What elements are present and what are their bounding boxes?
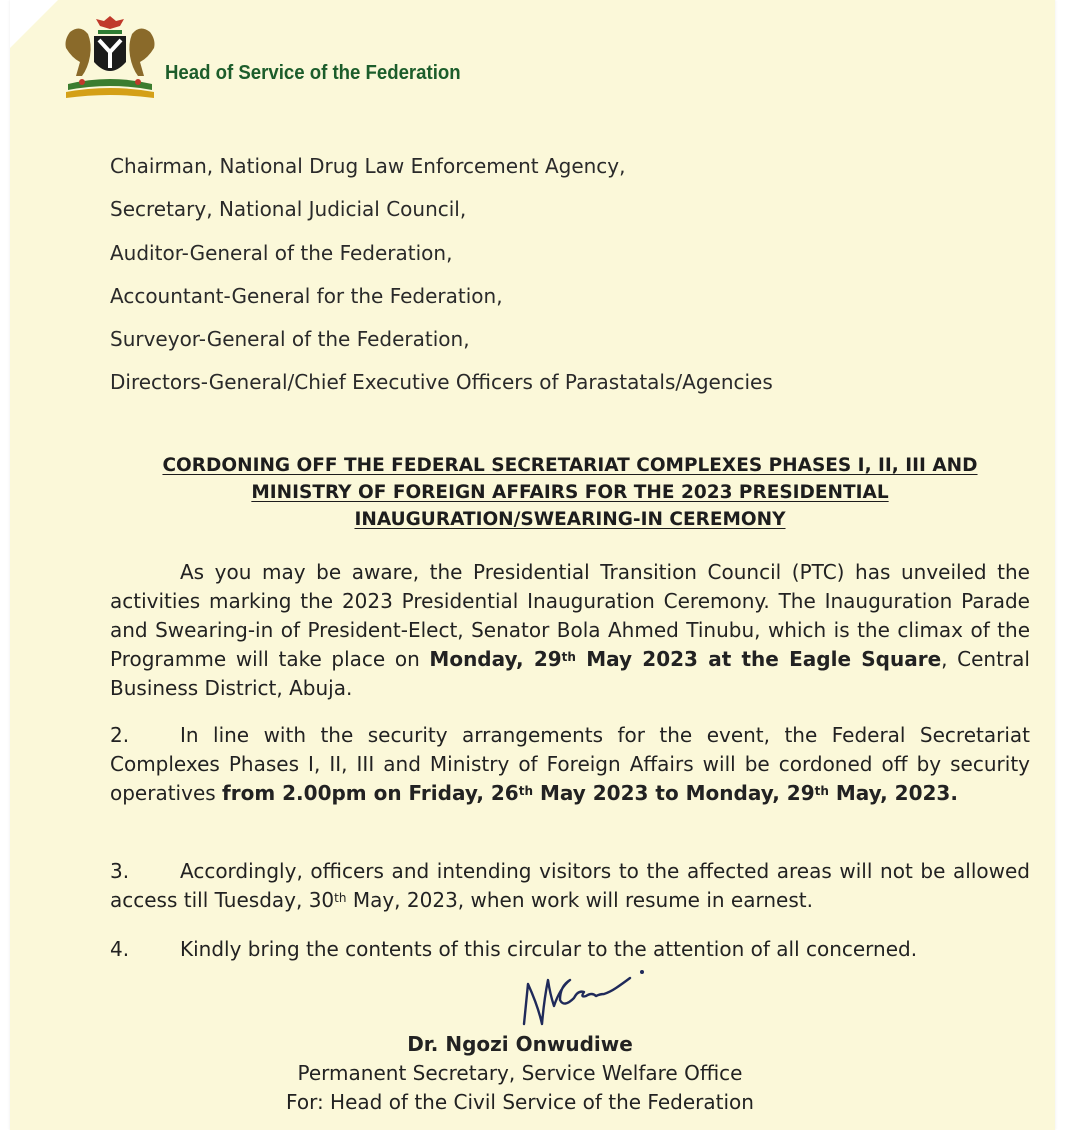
recipient-line: Secretary, National Judicial Council, <box>110 197 467 222</box>
ordinal-suffix: th <box>814 784 829 798</box>
paragraph-4-text: Kindly bring the contents of this circular to the attention of all concerned. <box>180 937 918 961</box>
signatory-title: Permanent Secretary, Service Welfare Office <box>297 1061 743 1085</box>
recipient-line: Directors-General/Chief Executive Officers of Parastatals/Agencies <box>110 370 773 395</box>
recipient-line: Auditor-General of the Federation, <box>110 240 453 265</box>
letter-page <box>10 0 1055 1130</box>
signatory-name: Dr. Ngozi Onwudiwe <box>407 1032 633 1056</box>
paragraph-1 <box>110 558 1030 703</box>
paragraph-2-end: May, 2023. <box>828 781 958 805</box>
recipient-line: Accountant-General for the Federation, <box>110 283 503 308</box>
paragraph-3-text: Accordingly, officers and intending visitors to the affected areas will not be allowed access till Tuesday, 30 <box>110 859 1030 912</box>
subject-line-3: INAUGURATION/SWEARING-IN CEREMONY <box>354 509 786 530</box>
paragraph-number: 2. <box>110 723 130 747</box>
signature-block <box>210 1030 830 1117</box>
paragraph-2-start: from 2.00pm on Friday, 26 <box>222 781 519 805</box>
paragraph-3-end: May, 2023, when work will resume in earnest. <box>346 888 813 912</box>
paragraph-3 <box>110 857 1030 915</box>
ordinal-suffix: th <box>518 784 534 798</box>
paragraph-1-text: As you may be aware, the Presidential Transition Council (PTC) has unveiled the activities marking the 2023 Presidential Inauguration Ceremony. The Inauguration Parade and Swearing-in of President-Elect, Senator Bola Ahmed Tinubu, which is the climax of the Programme will take place on <box>110 560 1030 671</box>
recipient-line: Chairman, National Drug Law Enforcement Agency, <box>110 154 626 178</box>
subject-line-1: CORDONING OFF THE FEDERAL SECRETARIAT COMPLEXES PHASES I, II, III AND <box>162 455 978 476</box>
ordinal-suffix: th <box>334 891 347 905</box>
recipient-list <box>110 152 773 412</box>
paragraph-1-date: Monday, 29 <box>429 647 562 671</box>
paragraph-2-mid: May 2023 to Monday, 29 <box>533 781 815 805</box>
recipient-line: Surveyor-General of the Federation, <box>110 327 470 352</box>
handwritten-signature <box>510 962 660 1034</box>
subject-line-2: MINISTRY OF FOREIGN AFFAIRS FOR THE 2023 PRESIDENTIAL <box>251 482 889 503</box>
signatory-for: For: Head of the Civil Service of the Federation <box>286 1090 754 1114</box>
paragraph-1-venue: May 2023 at the Eagle Square <box>575 647 942 671</box>
paragraph-1-end: , Central Business District, Abuja. <box>110 647 1030 700</box>
paragraph-number: 4. <box>110 937 130 961</box>
ordinal-suffix: th <box>561 650 576 664</box>
paragraph-2-text: In line with the security arrangements for the event, the Federal Secretariat Complexes Phases I, II, III and Ministry of Foreign Affairs will be cordoned off by security operatives <box>110 723 1030 805</box>
paragraph-4 <box>110 935 1030 964</box>
paragraph-2 <box>110 721 1030 808</box>
coat-of-arms-icon <box>48 12 172 104</box>
letterhead-title: Head of Service of the Federation <box>165 62 461 84</box>
paragraph-number: 3. <box>110 859 130 883</box>
subject-heading <box>110 452 1030 533</box>
